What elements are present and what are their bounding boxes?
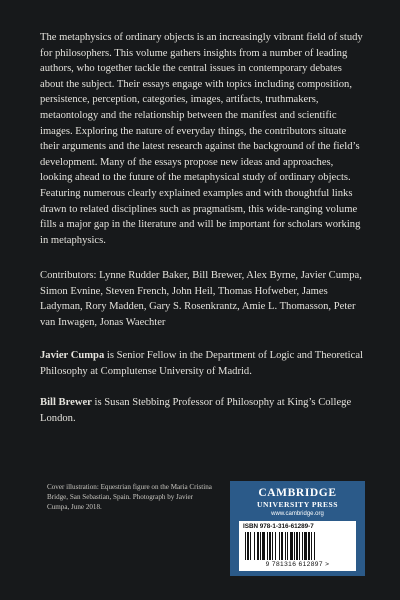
barcode-digits: 9 781316 612897 > xyxy=(265,561,330,568)
editor-bio-text-cumpa: is Senior Fellow in the Department of Logic and Theoretical Philosophy at Complutense University of Madrid. xyxy=(40,350,363,377)
publisher-url: www.cambridge.org xyxy=(271,511,324,517)
contributors-list xyxy=(40,268,366,330)
blurb-paragraph: The metaphysics of ordinary objects is an increasingly vibrant field of study for philosophers. This volume gathers insights from a number of leading authors, who together tackle the central issues in contemporary debates about the subject. Their essays engage with topics including composition, persistence, perception, categories, images, artifacts, truthmakers, metaontology and the relationship between the manifest and scientific images. Exploring the nature of everyday things, the contributors situate their arguments and the latest research against the background of the field’s development. Many of the essays propose new ideas and approaches, looking ahead to the future of the metaphysical study of ordinary objects. Featuring numerous clearly explained examples and with thoughtful links drawn to related disciplines such as pragmatism, this wide-ranging volume fills a major gap in the literature and will be important for scholars working in metaphysics. xyxy=(40,32,363,246)
editor-bio-brewer xyxy=(40,395,366,426)
publisher-name: CAMBRIDGE xyxy=(258,487,337,499)
contributors-paragraph: Contributors: Lynne Rudder Baker, Bill Brewer, Alex Byrne, Javier Cumpa, Simon Evnine, Steven French, John Heil, Thomas Hofweber, James Ladyman, Rory Madden, Gary S. Rosenkrantz, Amie L. Thomasson, Peter van Inwagen, Jonas Waechter xyxy=(40,270,362,328)
editor-bio-text-brewer: is Susan Stebbing Professor of Philosophy at King’s College London. xyxy=(40,397,352,424)
publisher-subname: UNIVERSITY PRESS xyxy=(257,500,338,509)
cover-illustration-credit: Cover illustration: Equestrian figure on the Maria Cristina Bridge, San Sebastian, Spain. Photograph by Javier Cumpa, June 2018. xyxy=(47,483,212,511)
editor-bio-cumpa xyxy=(40,348,366,379)
back-cover-blurb xyxy=(40,30,366,248)
editor-name-brewer: Bill Brewer xyxy=(40,397,92,408)
isbn-text: ISBN 978-1-316-61289-7 xyxy=(243,523,314,530)
barcode-icon xyxy=(243,532,352,560)
barcode-label xyxy=(239,521,356,571)
publisher-block xyxy=(230,481,365,576)
editor-name-cumpa: Javier Cumpa xyxy=(40,350,105,361)
